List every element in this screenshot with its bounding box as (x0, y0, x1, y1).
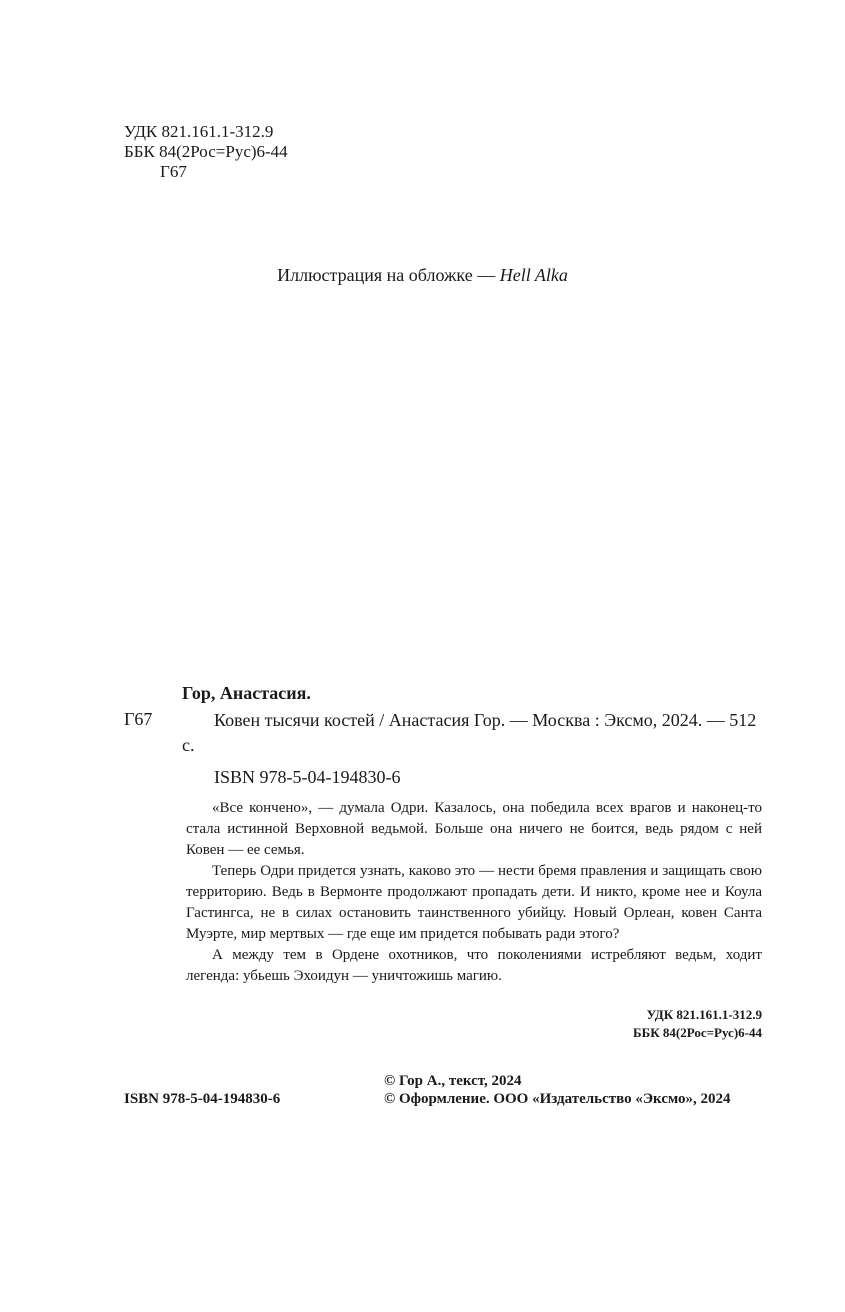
annotation-paragraph-3: А между тем в Ордене охотников, что поколениями истребляют ведьм, ходит легенда: убьешь Эхоидун — уничтожишь магию. (186, 947, 762, 984)
bottom-udk-code: УДК 821.161.1-312.9 (646, 1007, 762, 1022)
bottom-bbk-code: ББК 84(2Рос=Рус)6-44 (633, 1025, 762, 1040)
copyright-design: © Оформление. ООО «Издательство «Эксмо», 2024 (384, 1091, 731, 1107)
top-udk-code: УДК 821.161.1-312.9 (124, 122, 274, 141)
illustration-credit (0, 264, 845, 286)
copyright-text: © Гор А., текст, 2024 (384, 1073, 522, 1089)
illustration-artist: Hell Alka (499, 265, 568, 285)
catalog-description (150, 708, 764, 758)
catalog-mark: Г67 (124, 709, 153, 729)
annotation-block (186, 798, 762, 987)
catalog-author: Гор, Анастасия. (182, 683, 311, 703)
catalog-description-text: Ковен тысячи костей / Анастасия Гор. — Москва : Эксмо, 2024. — 512 с. (182, 710, 757, 755)
illustration-label: Иллюстрация на обложке — (277, 265, 500, 285)
catalog-isbn: ISBN 978-5-04-194830-6 (214, 767, 401, 787)
top-bbk-code: ББК 84(2Рос=Рус)6-44 (124, 142, 288, 161)
footer-isbn: ISBN 978-5-04-194830-6 (124, 1091, 281, 1107)
annotation-paragraph-2: Теперь Одри придется узнать, каково это — нести бремя правления и защищать свою территорию. Ведь в Вермонте продолжают пропадать дети. И никто, кроме нее и Коула Гастингса, не в силах остановить таинственного убийцу. Новый Орлеан, ковен Санта Муэрте, мир мертвых — где еще им придется побывать ради этого? (186, 863, 762, 942)
annotation-paragraph-1: «Все кончено», — думала Одри. Казалось, она победила всех врагов и наконец-то стала истинной Верховной ведьмой. Больше она ничего не боится, ведь рядом с ней Ковен — ее семья. (186, 800, 762, 858)
top-author-mark: Г67 (160, 162, 187, 181)
